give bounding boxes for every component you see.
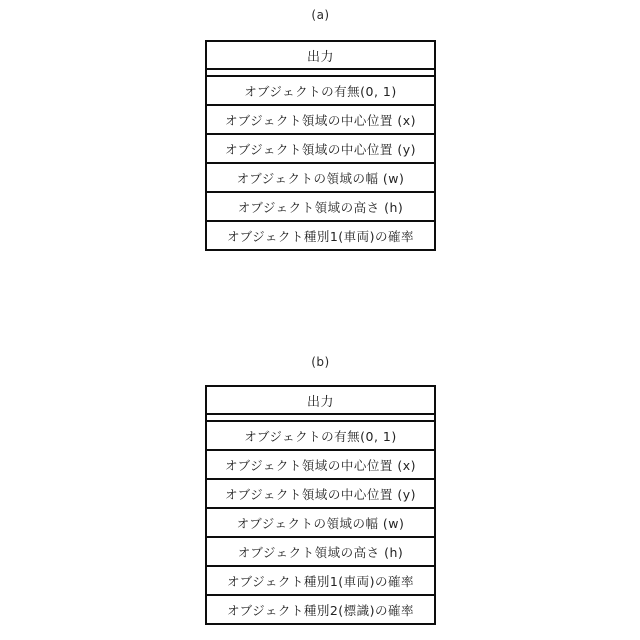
- table-row: オブジェクト領域の中心位置 (y): [207, 478, 434, 507]
- table-row: オブジェクトの有無(0, 1): [207, 420, 434, 449]
- figure-a: [205, 8, 436, 251]
- table-row: オブジェクトの領域の幅 (w): [207, 507, 434, 536]
- table-row: オブジェクト領域の高さ (h): [207, 536, 434, 565]
- table-b-header: 出力: [306, 394, 334, 410]
- output-table-b: [205, 385, 436, 625]
- table-row: オブジェクトの有無(0, 1): [207, 75, 434, 104]
- table-row: オブジェクト領域の中心位置 (x): [207, 449, 434, 478]
- header-separator: [207, 68, 434, 75]
- figure-b: [205, 355, 436, 625]
- table-row: オブジェクト種別1(車両)の確率: [207, 565, 434, 594]
- table-a-header: 出力: [306, 49, 334, 65]
- header-separator: [207, 413, 434, 420]
- table-row: オブジェクト種別1(車両)の確率: [207, 220, 434, 249]
- table-row: オブジェクト領域の高さ (h): [207, 191, 434, 220]
- table-row: オブジェクト領域の中心位置 (x): [207, 104, 434, 133]
- table-row: オブジェクトの領域の幅 (w): [207, 162, 434, 191]
- figure-a-label: (a): [311, 8, 330, 22]
- figure-b-label: (b): [311, 355, 330, 369]
- table-row: オブジェクト種別2(標識)の確率: [207, 594, 434, 623]
- table-row: オブジェクト領域の中心位置 (y): [207, 133, 434, 162]
- output-table-a: [205, 40, 436, 251]
